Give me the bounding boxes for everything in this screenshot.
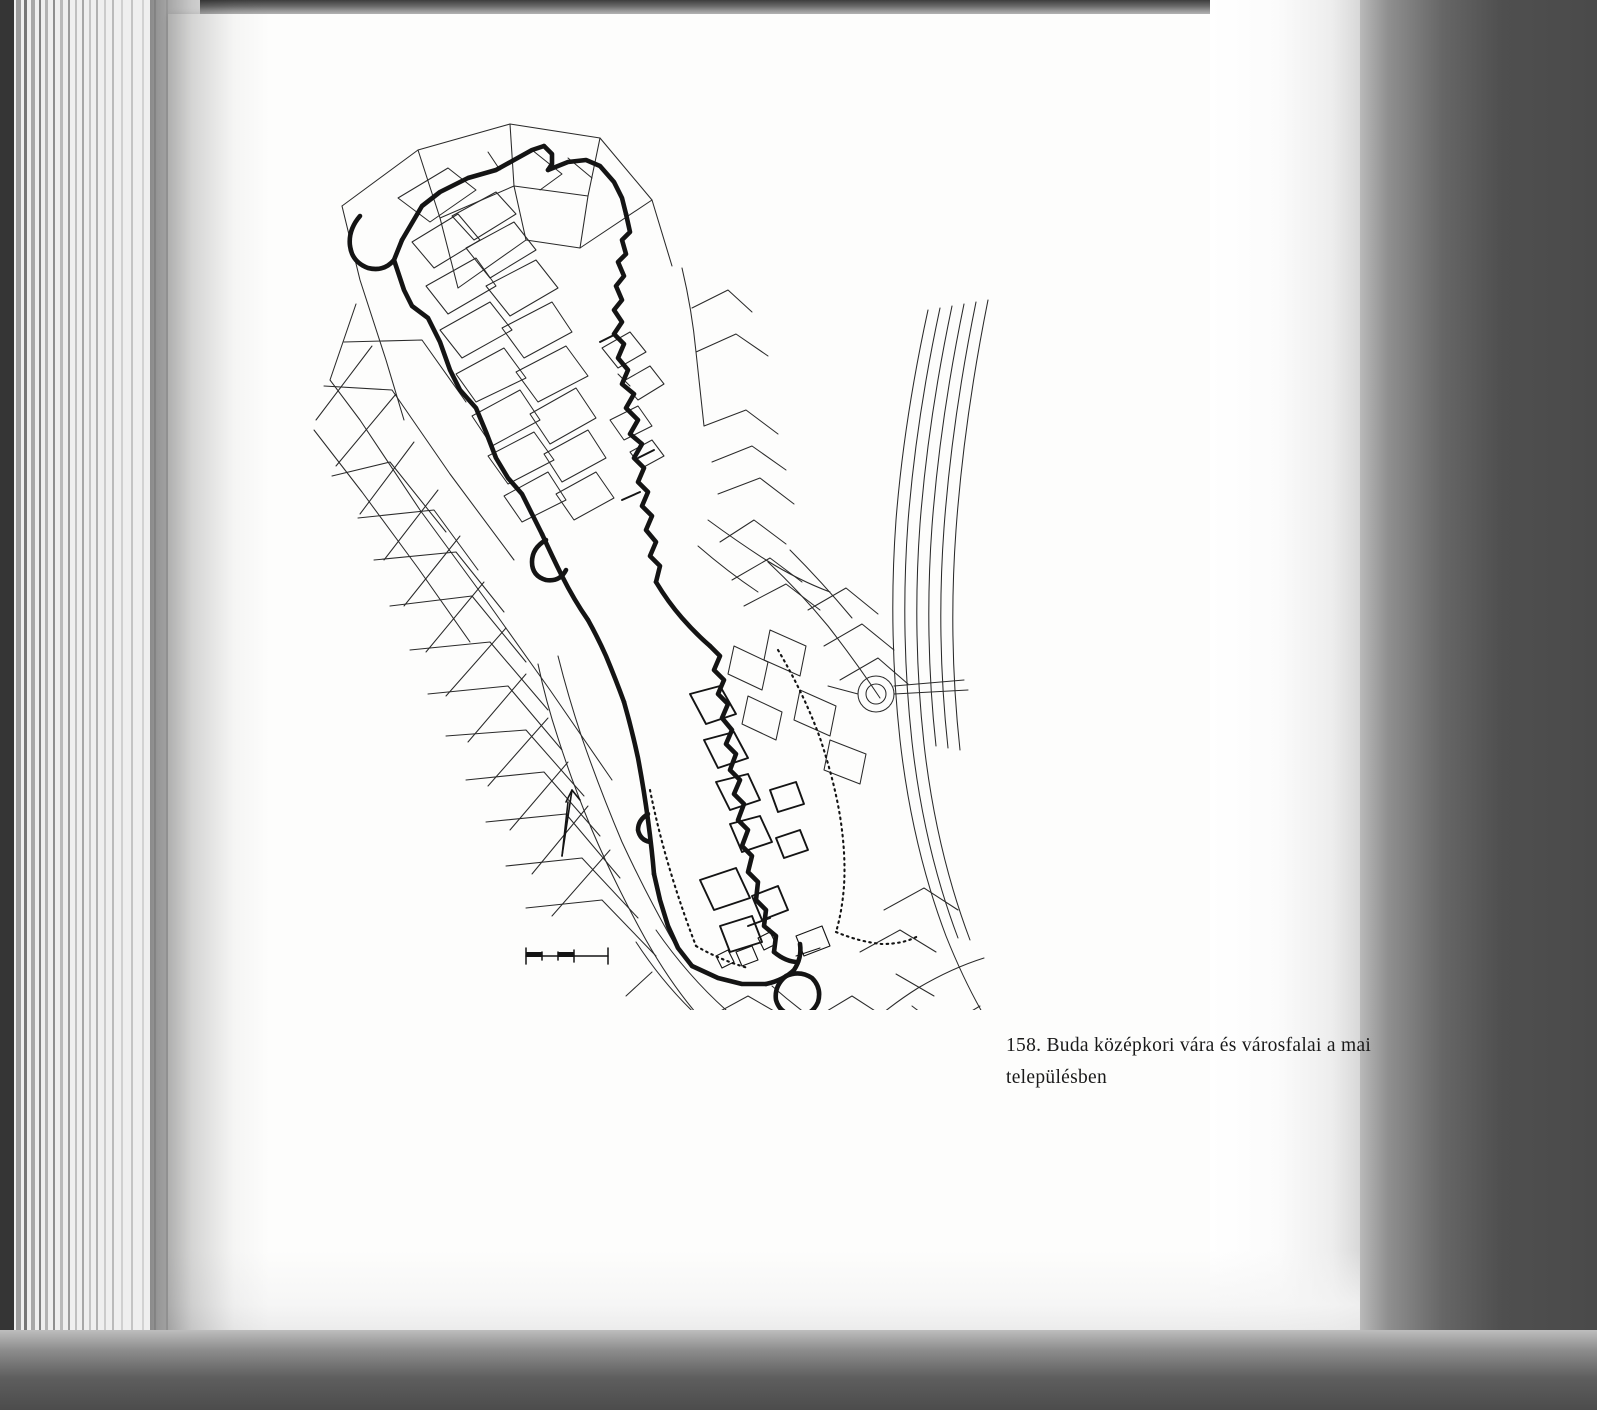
figure-caption-line-1: 158. Buda középkori vára és városfalai a mai: [1006, 1035, 1372, 1056]
backdrop-right: [1360, 0, 1597, 1410]
figure-caption: [1006, 1030, 1396, 1093]
map-figure: [300, 90, 1020, 1010]
north-arrow-icon: [562, 790, 580, 856]
conjectural-wall-dotted: [650, 650, 918, 968]
page-right-curl: [1210, 0, 1380, 1410]
medieval-town-wall: [350, 146, 819, 1010]
scale-bar: [526, 948, 608, 964]
backdrop-bottom: [0, 1330, 1597, 1410]
figure-caption-line-2: településben: [1006, 1066, 1108, 1088]
